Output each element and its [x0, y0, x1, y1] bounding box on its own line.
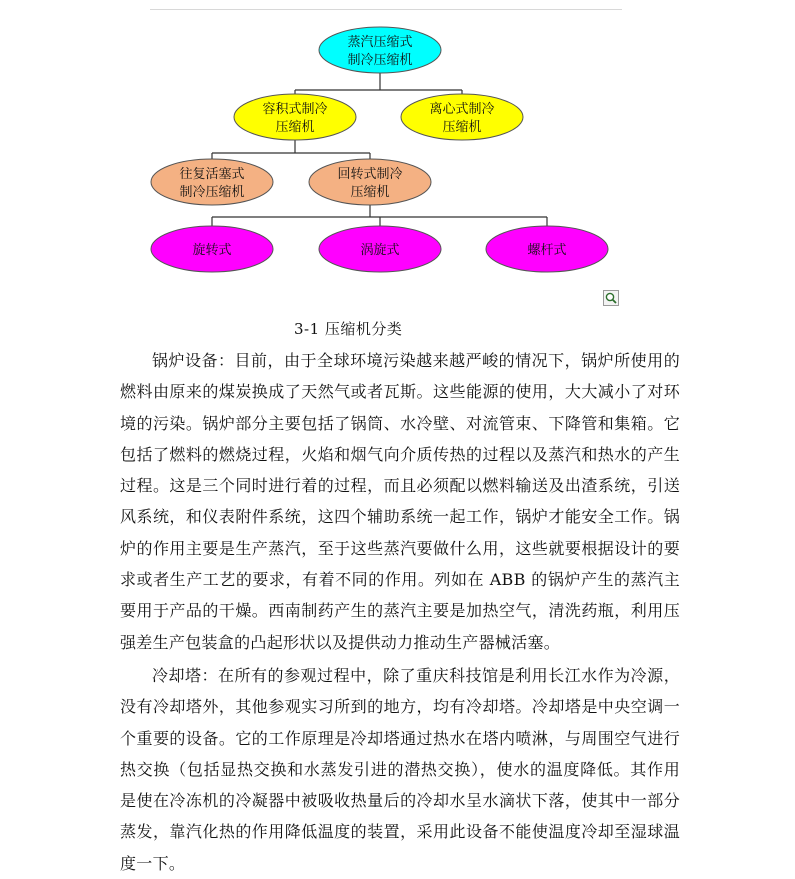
- node-rotary: [309, 159, 431, 205]
- node-root-line2: 制冷压缩机: [347, 53, 413, 68]
- node-root-line1: 蒸汽压缩式: [347, 35, 413, 50]
- node-rotary-line1: 回转式制冷: [337, 167, 403, 182]
- node-rolling-piston-label: 旋转式: [192, 243, 232, 258]
- node-centrifugal: [401, 94, 523, 140]
- node-scroll: [319, 226, 441, 272]
- zoom-magnifier-icon[interactable]: [603, 290, 619, 306]
- node-reciprocating-line2: 制冷压缩机: [179, 185, 245, 200]
- paragraph-boiler: 锅炉设备：目前，由于全球环境污染越来越严峻的情况下，锅炉所使用的燃料由原来的煤炭换成了天然气或者瓦斯。这些能源的使用，大大减小了对环境的污染。锅炉部分主要包括了锅筒、水冷壁、对流管束、下降管和集箱。它包括了燃料的燃烧过程，火焰和烟气向介质传热的过程以及蒸汽和热水的产生过程。这是三个同时进行着的过程，而且必须配以燃料输送及出渣系统，引送风系统，和仪表附件系统，这四个辅助系统一起工作，锅炉才能安全工作。锅炉的作用主要是生产蒸汽，至于这些蒸汽要做什么用，这些就要根据设计的要求或者生产工艺的要求，有着不同的作用。列如在 ABB 的锅炉产生的蒸汽主要用于产品的干燥。西南制药产生的蒸汽主要是加热空气，清洗药瓶，利用压强差生产包装盒的凸起形状以及提供动力推动生产器械活塞。: [120, 351, 680, 652]
- node-scroll-label: 涡旋式: [360, 243, 400, 258]
- node-centrifugal-line1: 离心式制冷: [429, 102, 495, 117]
- node-screw: [486, 226, 608, 272]
- node-rolling-piston: [151, 226, 273, 272]
- node-root: [319, 27, 441, 73]
- node-centrifugal-line2: 压缩机: [442, 120, 482, 135]
- node-screw-label: 螺杆式: [527, 243, 567, 258]
- figure-caption: 3-1 压缩机分类: [294, 320, 403, 338]
- node-reciprocating-line1: 往复活塞式: [179, 167, 245, 182]
- node-volumetric: [234, 94, 356, 140]
- node-rotary-line2: 压缩机: [350, 185, 390, 200]
- compressor-classification-diagram: [0, 0, 795, 310]
- node-volumetric-line2: 压缩机: [275, 120, 315, 135]
- node-volumetric-line1: 容积式制冷: [262, 102, 328, 117]
- paragraph-cooling-tower: 冷却塔：在所有的参观过程中，除了重庆科技馆是利用长江水作为冷源，没有冷却塔外，其他参观实习所到的地方，均有冷却塔。冷却塔是中央空调一个重要的设备。它的工作原理是冷却塔通过热水在塔内喷淋，与周围空气进行热交换（包括显热交换和水蒸发引进的潜热交换），使水的温度降低。其作用是使在冷冻机的冷凝器中被吸收热量后的冷却水呈水滴状下落，使其中一部分蒸发，靠汽化热的作用降低温度的装置，采用此设备不能使温度冷却至湿球温度一下。: [120, 666, 680, 873]
- node-reciprocating: [151, 159, 273, 205]
